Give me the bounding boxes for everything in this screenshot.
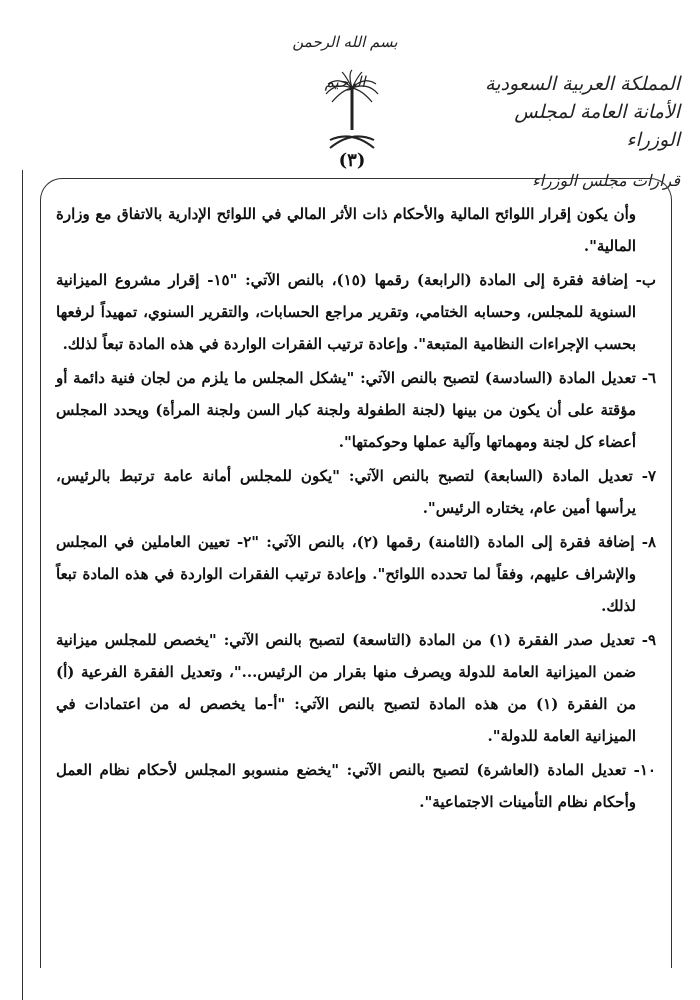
basmala-heading: بسم الله الرحمن الرحيم <box>292 33 398 91</box>
paragraph-item-8: ٨- إضافة فقرة إلى المادة (الثامنة) رقمها (٢)، بالنص الآتي: "٢- تعيين العاملين في المجلس والإشراف عليهم، وفقاً لما تحدده اللوائح". وإعادة ترتيب الفقرات الواردة في هذه المادة تبعاً لذلك. <box>56 533 657 615</box>
paragraph-item-10: ١٠- تعديل المادة (العاشرة) لتصبح بالنص الآتي: "يخضع منسوبو المجلس لأحكام نظام العمل وأحكام نظام التأمينات الاجتماعية". <box>56 761 656 811</box>
secretariat-name: الأمانة العامة لمجلس الوزراء <box>514 101 680 151</box>
paragraph-item-7: ٧- تعديل المادة (السابعة) لتصبح بالنص الآتي: "يكون للمجلس أمانة عامة ترتبط بالرئيس، يرأسها أمين عام، يختاره الرئيس". <box>56 467 656 517</box>
section-name: قرارات مجلس الوزراء <box>532 171 680 190</box>
paragraph-item-6: ٦- تعديل المادة (السادسة) لتصبح بالنص الآتي: "يشكل المجلس ما يلزم من لجان فنية دائمة أو مؤقتة على أن يكون من بينها (لجنة الطفولة ولجنة كبار السن ولجنة المرأة) ويحدد المجلس أعضاء كل لجنة ومهماتها وآلية عملها وحوكمتها". <box>56 369 656 451</box>
page-number: (٣) <box>338 150 366 171</box>
paragraph-item-9: ٩- تعديل صدر الفقرة (١) من المادة (التاسعة) لتصبح بالنص الآتي: "يخصص للمجلس ميزانية ضمن الميزانية العامة للدولة ويصرف منها بقرار من الرئيس..."، وتعديل الفقرة الفرعية (أ) من الفقرة (١) من هذه المادة لتصبح بالنص الآتي: "أ-ما يخصص له من اعتمادات في الميزانية العامة للدولة". <box>56 631 656 745</box>
decision-body <box>56 198 656 820</box>
letterhead <box>470 70 680 194</box>
paragraph-item-b: ب- إضافة فقرة إلى المادة (الرابعة) رقمها (١٥)، بالنص الآتي: "١٥- إقرار مشروع الميزانية السنوية للمجلس، وحسابه الختامي، وتقرير مراجع الحسابات، والتقرير السنوي، تمهيداً لرفعها بحسب الإجراءات النظامية المتبعة". وإعادة ترتيب الفقرات الواردة في هذه المادة تبعاً لذلك. <box>56 271 656 353</box>
kingdom-name: المملكة العربية السعودية <box>485 73 680 95</box>
paragraph-continuation: وأن يكون إقرار اللوائح المالية والأحكام ذات الأثر المالي في اللوائح الإدارية بالاتفاق مع وزارة المالية". <box>56 205 636 255</box>
margin-rule <box>22 170 23 1000</box>
palm-and-swords-emblem-icon <box>322 68 382 158</box>
